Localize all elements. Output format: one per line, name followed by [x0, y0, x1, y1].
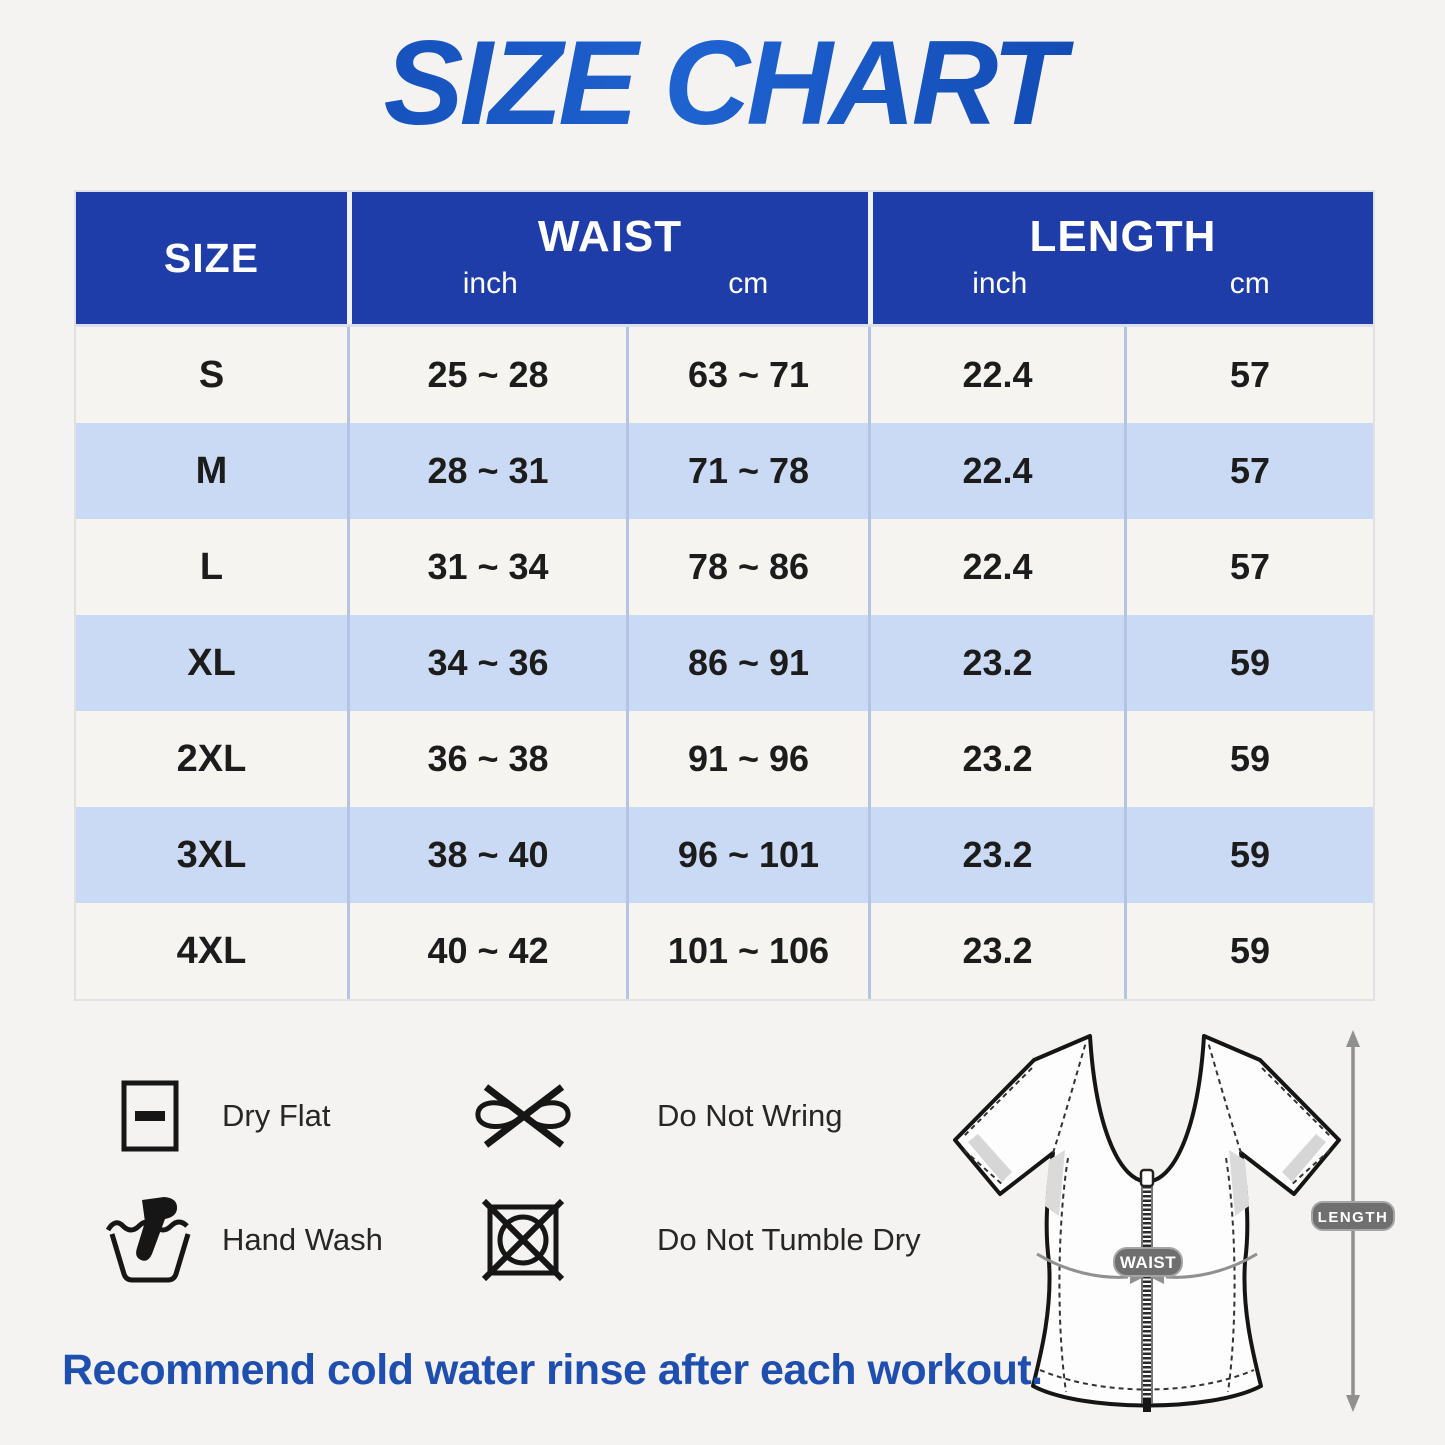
cell-size: XL: [187, 641, 236, 684]
cell-length-inch: 22.4: [868, 519, 1124, 615]
cell-size: 3XL: [176, 833, 247, 876]
cell-waist-inch: 38 ~ 40: [347, 807, 626, 903]
cell-waist-cm: 78 ~ 86: [626, 519, 868, 615]
table-row: [76, 903, 1373, 999]
page-title: SIZE CHART: [0, 14, 1445, 152]
cell-waist-inch: 28 ~ 31: [347, 423, 626, 519]
header-waist-label: WAIST: [537, 212, 683, 261]
care-item-do-not-wring: [465, 1068, 843, 1164]
care-item-dry-flat: [92, 1068, 331, 1164]
cell-waist-cm: 101 ~ 106: [626, 903, 868, 999]
waist-unit-inch: inch: [462, 267, 518, 300]
cell-waist-inch: 34 ~ 36: [347, 615, 626, 711]
header-cell-waist: [347, 192, 868, 324]
cell-length-cm: 57: [1124, 519, 1373, 615]
table-row: [76, 519, 1373, 615]
dry-flat-icon: [92, 1080, 208, 1152]
table-row: [76, 711, 1373, 807]
cell-waist-inch: 31 ~ 34: [347, 519, 626, 615]
cell-length-cm: 57: [1124, 327, 1373, 423]
cell-size: 2XL: [176, 737, 247, 780]
cell-length-cm: 57: [1124, 423, 1373, 519]
cell-waist-cm: 71 ~ 78: [626, 423, 868, 519]
cell-length-inch: 23.2: [868, 615, 1124, 711]
cell-waist-cm: 63 ~ 71: [626, 327, 868, 423]
waist-units: [352, 267, 868, 301]
cell-waist-inch: 25 ~ 28: [347, 327, 626, 423]
length-pill-label: LENGTH: [1317, 1209, 1389, 1226]
cell-length-inch: 23.2: [868, 807, 1124, 903]
table-row: [76, 807, 1373, 903]
cell-length-inch: 23.2: [868, 903, 1124, 999]
care-label: Do Not Tumble Dry: [657, 1222, 921, 1257]
do-not-wring-icon: [465, 1079, 581, 1153]
care-item-do-not-tumble-dry: [465, 1192, 921, 1288]
cell-waist-inch: 40 ~ 42: [347, 903, 626, 999]
cell-size: M: [195, 449, 228, 492]
cell-waist-cm: 91 ~ 96: [626, 711, 868, 807]
cell-length-cm: 59: [1124, 903, 1373, 999]
cell-length-inch: 22.4: [868, 327, 1124, 423]
length-pill: [1312, 1202, 1394, 1230]
table-row: [76, 327, 1373, 423]
header-cell-size: [76, 192, 347, 324]
hand-wash-icon: [92, 1196, 208, 1284]
length-unit-cm: cm: [1229, 267, 1270, 300]
length-unit-inch: inch: [972, 267, 1028, 300]
waist-unit-cm: cm: [728, 267, 769, 300]
size-table: [74, 190, 1375, 1001]
waist-pill-label: WAIST: [1119, 1253, 1177, 1272]
footer-note: Recommend cold water rinse after each workout.: [62, 1346, 1043, 1394]
cell-length-inch: 23.2: [868, 711, 1124, 807]
header-length-label: LENGTH: [1029, 212, 1217, 261]
cell-length-cm: 59: [1124, 615, 1373, 711]
waist-pill: [1114, 1248, 1182, 1276]
care-label: Do Not Wring: [657, 1098, 843, 1133]
cell-waist-inch: 36 ~ 38: [347, 711, 626, 807]
do-not-tumble-dry-icon: [465, 1198, 581, 1282]
care-label: Dry Flat: [222, 1098, 331, 1133]
cell-size: L: [199, 545, 224, 588]
header-size-label: SIZE: [163, 234, 260, 281]
table-header-row: [76, 192, 1373, 327]
cell-length-cm: 59: [1124, 807, 1373, 903]
cell-waist-cm: 96 ~ 101: [626, 807, 868, 903]
cell-size: 4XL: [176, 929, 247, 972]
table-row: [76, 615, 1373, 711]
cell-waist-cm: 86 ~ 91: [626, 615, 868, 711]
care-label: Hand Wash: [222, 1222, 383, 1257]
table-body: [76, 327, 1373, 999]
cell-length-cm: 59: [1124, 711, 1373, 807]
length-units: [873, 267, 1373, 301]
care-item-hand-wash: [92, 1192, 383, 1288]
header-cell-length: [868, 192, 1373, 324]
table-row: [76, 423, 1373, 519]
cell-size: S: [198, 353, 225, 396]
cell-length-inch: 22.4: [868, 423, 1124, 519]
